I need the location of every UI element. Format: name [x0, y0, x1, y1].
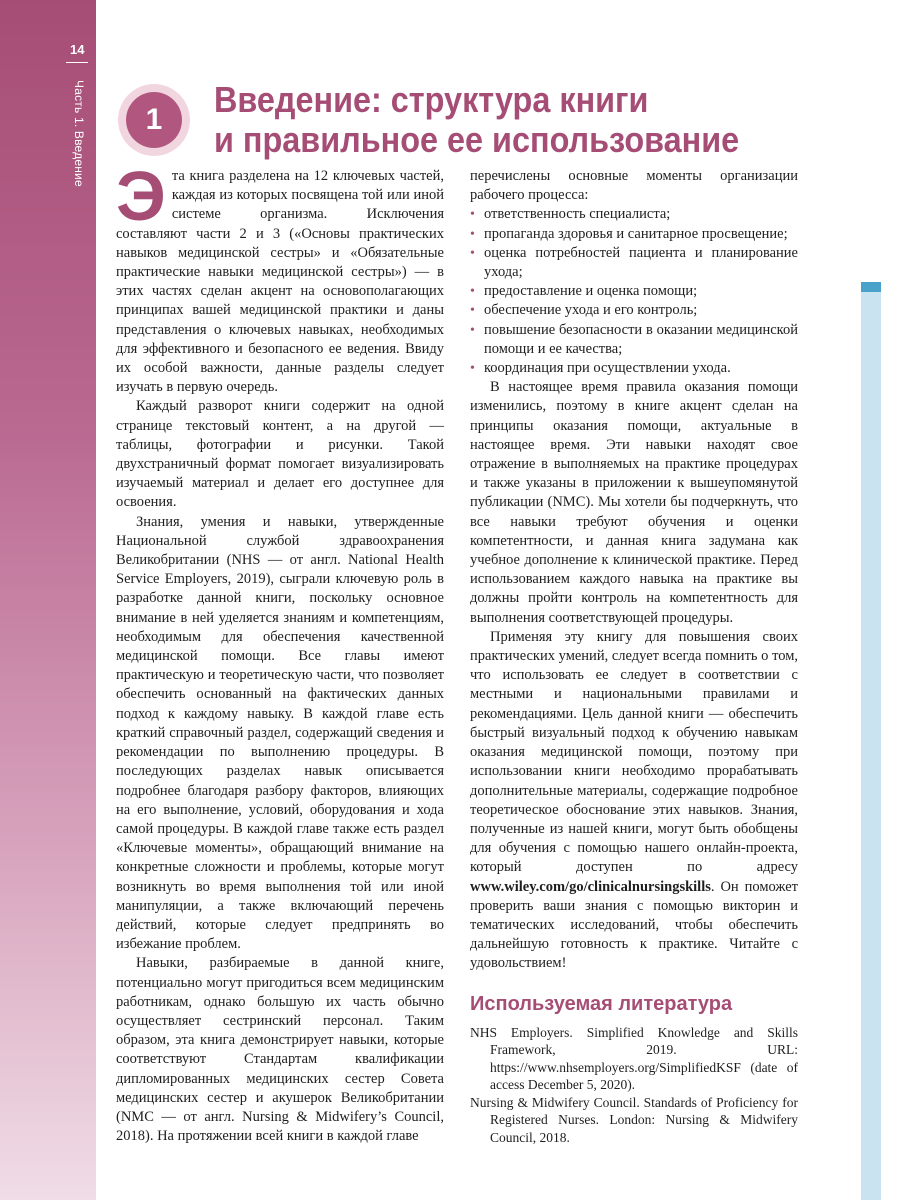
list-item: • обеспечение ухода и его контроль;: [470, 301, 798, 320]
right-text-column: [470, 167, 798, 1146]
intro-paragraph-text: та книга разделена на 12 ключевых частей, каждая из которых посвящена той или иной системе организма. Исключения составляют части 2 и 3 («Основы практических навыков медицинской сестры» и «Обязательные практические навыки медицинской сестры») — в этих частях сделан акцент на основополагающих принципах вашей медицинской практики и даны представления о ключевых навыках, необходимых для эффективного и безопасного ее ведения. Ввиду их особой важности, данные разделы следует изучать в первую очередь.: [116, 168, 444, 396]
list-item: • координация при осуществлении ухода.: [470, 359, 798, 378]
chapter-title-line-1: Введение: структура книги: [214, 79, 649, 120]
running-part-label: Часть 1. Введение: [72, 80, 86, 187]
reference-item: Nursing & Midwifery Council. Standards of Proficiency for Registered Nurses. London: Nursing & Midwifery Council, 2018.: [470, 1094, 798, 1145]
list-item: • предоставление и оценка помощи;: [470, 282, 798, 301]
bullet-icon: •: [470, 226, 475, 242]
list-intro: перечислены основные моменты организации рабочего процесса:: [470, 168, 798, 204]
paragraph-using-book: Применяя эту книгу для повышения своих практических умений, следует всегда помнить о том, что использовать ее следует в соответствии с местными и национальными правилами и рекомендациями. Цель данной книги — обеспечить быстрый визуальный подход к обучению навыкам оказания медицинской помощи, поэтому при использовании книги необходимо прорабатывать дополнительные материалы, содержащие подробное теоретическое обоснование этих навыков. Знания, полученные из нашей книги, могут быть обобщены для обучения с помощью нашего онлайн-проекта, который доступен по адресу www.wiley.com/go/clinicalnursingskills. Он поможет проверить ваши знания с помощью викторин и тематических исследований, чтобы обеспечить дальнейшую готовность к практике. Читайте с удовольствием!: [470, 628, 798, 972]
list-item: • пропаганда здоровья и санитарное просвещение;: [470, 225, 798, 244]
chapter-number: 1: [126, 92, 182, 148]
page-number-divider: [66, 62, 88, 63]
bullet-icon: •: [470, 245, 475, 261]
intro-paragraph: [116, 157, 444, 397]
bullet-icon: •: [470, 303, 475, 319]
bullet-icon: •: [470, 207, 475, 223]
right-edge-strip-accent: [861, 282, 881, 292]
bullet-icon: •: [470, 361, 475, 377]
paragraph-nhs-skills: Знания, умения и навыки, утвержденные Национальной службой здравоохранения Великобритании (NHS — от англ. National Health Service Employers, 2019), сыграли ключевую роль в разработке данной книги, поскольку основное внимание в ней уделяется знаниям и компетенциям, необходимым для обеспечения качественной медицинской помощи. Все главы имеют практическую и теоретическую части, что позволяет обеспечить основанный на фактических данных подход к каждому навыку. В каждой главе есть краткий справочный раздел, содержащий сведения и рекомендации по выполнению процедуры. В последующих разделах навык описывается подробнее благодаря разбору факторов, влияющих на его выполнение, условий, оборудования и хода самой процедуры. В каждой главе также есть раздел «Ключевые моменты», обращающий внимание на конкретные сложности и проблемы, которые могут возникнуть во время выполнения той или иной манипуляции, а также включающий перечень действий, которые следует предпринять во избежание проблем.: [116, 513, 444, 953]
drop-cap: Э: [116, 157, 166, 235]
chapter-number-badge: [118, 84, 190, 156]
references-heading: Используемая литература: [470, 992, 733, 1015]
chapter-title-line-2: и правильное ее использование: [214, 119, 740, 160]
reference-item: NHS Employers. Simplified Knowledge and Skills Framework, 2019. URL: https://www.nhsemployers.org/SimplifiedKSF (date of access December 5, 2020).: [470, 1024, 798, 1093]
list-item: • повышение безопасности в оказании медицинской помощи и ее качества;: [470, 321, 798, 357]
list-item: • ответственность специалиста;: [470, 205, 798, 224]
bullet-icon: •: [470, 284, 475, 300]
right-edge-strip: [861, 282, 881, 1200]
page-number: 14: [70, 42, 85, 57]
left-text-column: [116, 157, 444, 1146]
paragraph-care-principles: В настоящее время правила оказания помощи изменились, поэтому в книге акцент сделан на принципы оказания помощи, актуальные в настоящее время. Эти навыки находят свое отражение в выполняемых на практике процедурах и также указаны в приложении к вышеупомянутой публикации (NMC). Мы хотели бы подчеркнуть, что все навыки требуют обучения и оценки компетентности, и данная книга задумана как учебное дополнение к клинической практике. Перед использованием каждого навыка на практике вы должны пройти контроль на компетентность для выполнения соответствующей процедуры.: [470, 379, 798, 626]
paragraph-nursing-standards: Навыки, разбираемые в данной книге, потенциально могут пригодиться всем медицинским работникам, однако большую их часть обычно осуществляет сестринский персонал. Таким образом, эта книга демонстрирует навыки, которые соответствуют Стандартам квалификации дипломированных медицинских сестер Совета медицинских сестер и акушерок Великобритании (NMC — от англ. Nursing & Midwifery’s Council, 2018). На протяжении всей книги в каждой главе: [116, 955, 444, 1145]
bullet-icon: •: [470, 322, 475, 338]
chapter-title: [214, 80, 772, 160]
list-item: • оценка потребностей пациента и планирование ухода;: [470, 244, 798, 281]
paragraph-spread-format: Каждый разворот книги содержит на одной странице текстовый контент, а на другой — таблицы, фотографии и рисунки. Такой двухстраничный формат помогает визуализировать изучаемый материал и делает его доступнее для освоения.: [116, 398, 444, 511]
online-project-link[interactable]: www.wiley.com/go/clinicalnursingskills: [470, 878, 711, 895]
workflow-list: [470, 205, 798, 378]
